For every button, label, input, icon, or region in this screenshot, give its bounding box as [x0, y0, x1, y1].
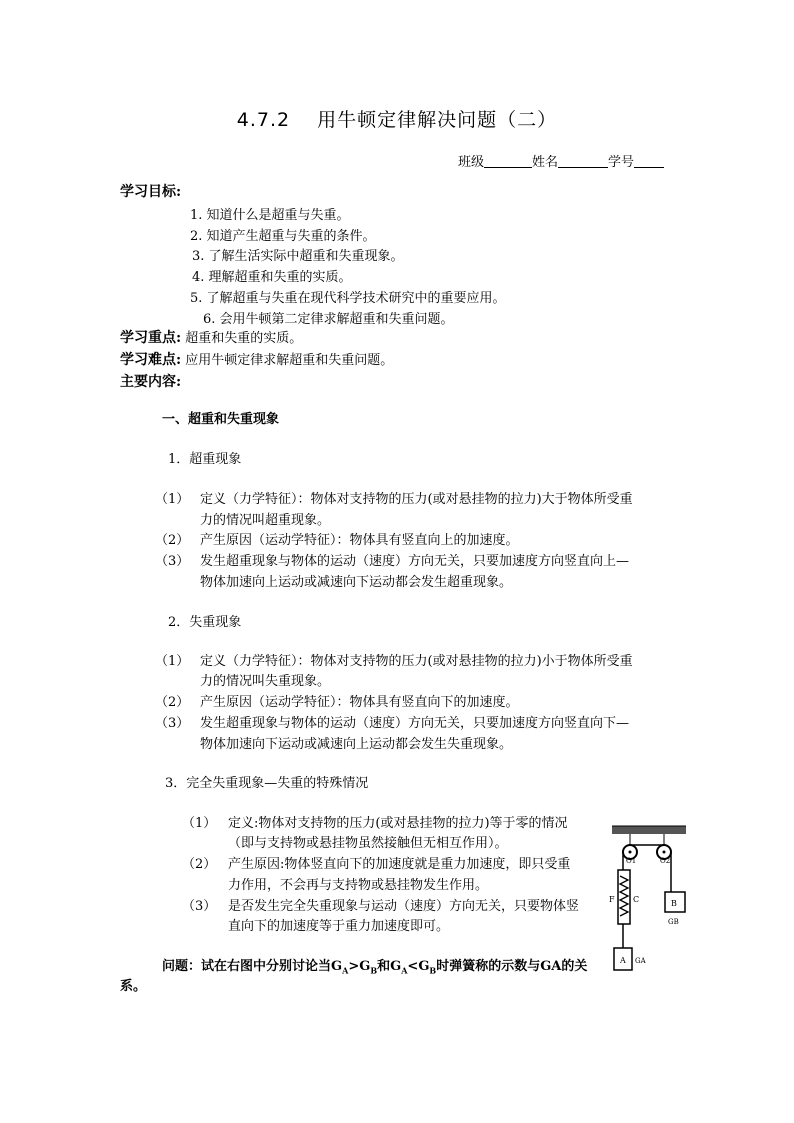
item-num: （1）: [155, 654, 190, 669]
question-part: >G: [348, 959, 371, 974]
ceiling: [612, 826, 686, 834]
difficulty-label: 学习难点:: [120, 352, 182, 368]
question-part: <G: [407, 959, 430, 974]
overweight-heading: 1．超重现象: [168, 452, 242, 467]
weightless-heading: 2．失重现象: [168, 615, 242, 630]
label-b: B: [671, 899, 677, 908]
item-num: （1）: [182, 816, 217, 831]
class-label: 班级: [458, 155, 485, 170]
key-point: [120, 327, 302, 347]
item-text: 产生原因（运动学特征）：物体具有竖直向上的加速度。: [200, 533, 519, 548]
item-text: 定义（力学特征）：物体对支持物的压力(或对悬挂物的拉力)大于物体所受重: [200, 492, 633, 507]
question-text: [162, 955, 587, 976]
item-num: （3）: [155, 554, 190, 569]
class-blank: [484, 155, 532, 168]
difficulty-text: 应用牛顿定律求解超重和失重问题。: [181, 353, 394, 368]
question-line2: 系。: [120, 979, 147, 994]
objective-item: 3. 了解生活实际中超重和失重现象。: [192, 249, 404, 264]
question-part: 问题：试在右图中分别讨论当G: [162, 959, 343, 974]
objective-item: 6. 会用牛顿第二定律求解超重和失重问题。: [203, 312, 454, 327]
pulley-left-icon: [623, 834, 637, 859]
item-text: 直向下的加速度等于重力加速度即可。: [228, 919, 450, 934]
question-part: 和G: [377, 959, 402, 974]
item-text: 力的情况叫超重现象。: [200, 513, 331, 528]
question-part: 时弹簧称的示数与GA的关: [436, 959, 588, 974]
spring-scale-icon: [618, 870, 630, 924]
name-blank: [558, 155, 608, 168]
item-text: 定义:物体对支持物的压力(或对悬挂物的拉力)等于零的情况: [228, 816, 568, 831]
name-label: 姓名: [532, 155, 559, 170]
objective-item: 2. 知道产生超重与失重的条件。: [190, 229, 376, 244]
student-info-line: [458, 151, 664, 170]
label-f: F: [609, 895, 615, 904]
item-num: （2）: [155, 533, 190, 548]
item-text: 物体加速向上运动或减速向下运动都会发生超重现象。: [200, 575, 513, 590]
item-num: （2）: [155, 695, 190, 710]
item-text: 发生超重现象与物体的运动（速度）方向无关，只要加速度方向竖直向下—: [200, 716, 630, 731]
subscript: A: [342, 965, 349, 976]
label-a: A: [620, 956, 626, 965]
item-text: 定义（力学特征）：物体对支持物的压力(或对悬挂物的拉力)小于物体所受重: [200, 654, 633, 669]
objective-item: 4. 理解超重和失重的实质。: [192, 270, 352, 285]
label-gb: GB: [668, 918, 679, 926]
item-text: （即与支持物或悬挂物虽然接触但无相互作用）。: [228, 836, 508, 851]
item-num: （1）: [155, 492, 190, 507]
section1-heading: 一、超重和失重现象: [162, 412, 280, 427]
item-text: 力作用，不会再与支持物或悬挂物发生作用。: [228, 878, 489, 893]
item-text: 产生原因:物体竖直向下的加速度就是重力加速度，即只受重: [228, 857, 571, 872]
item-num: （3）: [182, 899, 217, 914]
difficulty: [120, 349, 393, 369]
number-label: 学号: [608, 155, 635, 170]
label-o1: O1: [626, 857, 637, 865]
subscript: B: [429, 965, 437, 976]
complete-heading: 3．完全失重现象—失重的特殊情况: [165, 776, 369, 791]
item-text: 力的情况叫失重现象。: [200, 674, 331, 689]
subscript: B: [370, 965, 378, 976]
objective-item: 5. 了解超重与失重在现代科学技术研究中的重要应用。: [190, 291, 506, 306]
objectives-heading: 学习目标:: [120, 184, 182, 200]
key-point-text: 超重和失重的实质。: [181, 331, 303, 346]
pulley-right-icon: [657, 834, 671, 859]
label-o2: O2: [660, 857, 671, 865]
page-title: 4.7.2 用牛顿定律解决问题（二）: [236, 109, 558, 131]
number-blank: [634, 155, 664, 168]
main-content-heading: 主要内容:: [120, 374, 182, 390]
pulley-diagram: [608, 822, 688, 977]
label-ga: GA: [635, 957, 646, 965]
item-text: 物体加速向下运动或减速向上运动都会发生失重现象。: [200, 737, 513, 752]
subscript: A: [401, 965, 408, 976]
item-text: 发生超重现象与物体的运动（速度）方向无关，只要加速度方向竖直向上—: [200, 554, 630, 569]
item-num: （3）: [155, 716, 190, 731]
item-text: 产生原因（运动学特征）：物体具有竖直向下的加速度。: [200, 695, 519, 710]
item-text: 是否发生完全失重现象与运动（速度）方向无关，只要物体竖: [228, 899, 580, 914]
label-c: C: [633, 895, 640, 904]
objective-item: 1. 知道什么是超重与失重。: [190, 208, 350, 223]
item-num: （2）: [182, 857, 217, 872]
key-point-label: 学习重点:: [120, 330, 182, 346]
